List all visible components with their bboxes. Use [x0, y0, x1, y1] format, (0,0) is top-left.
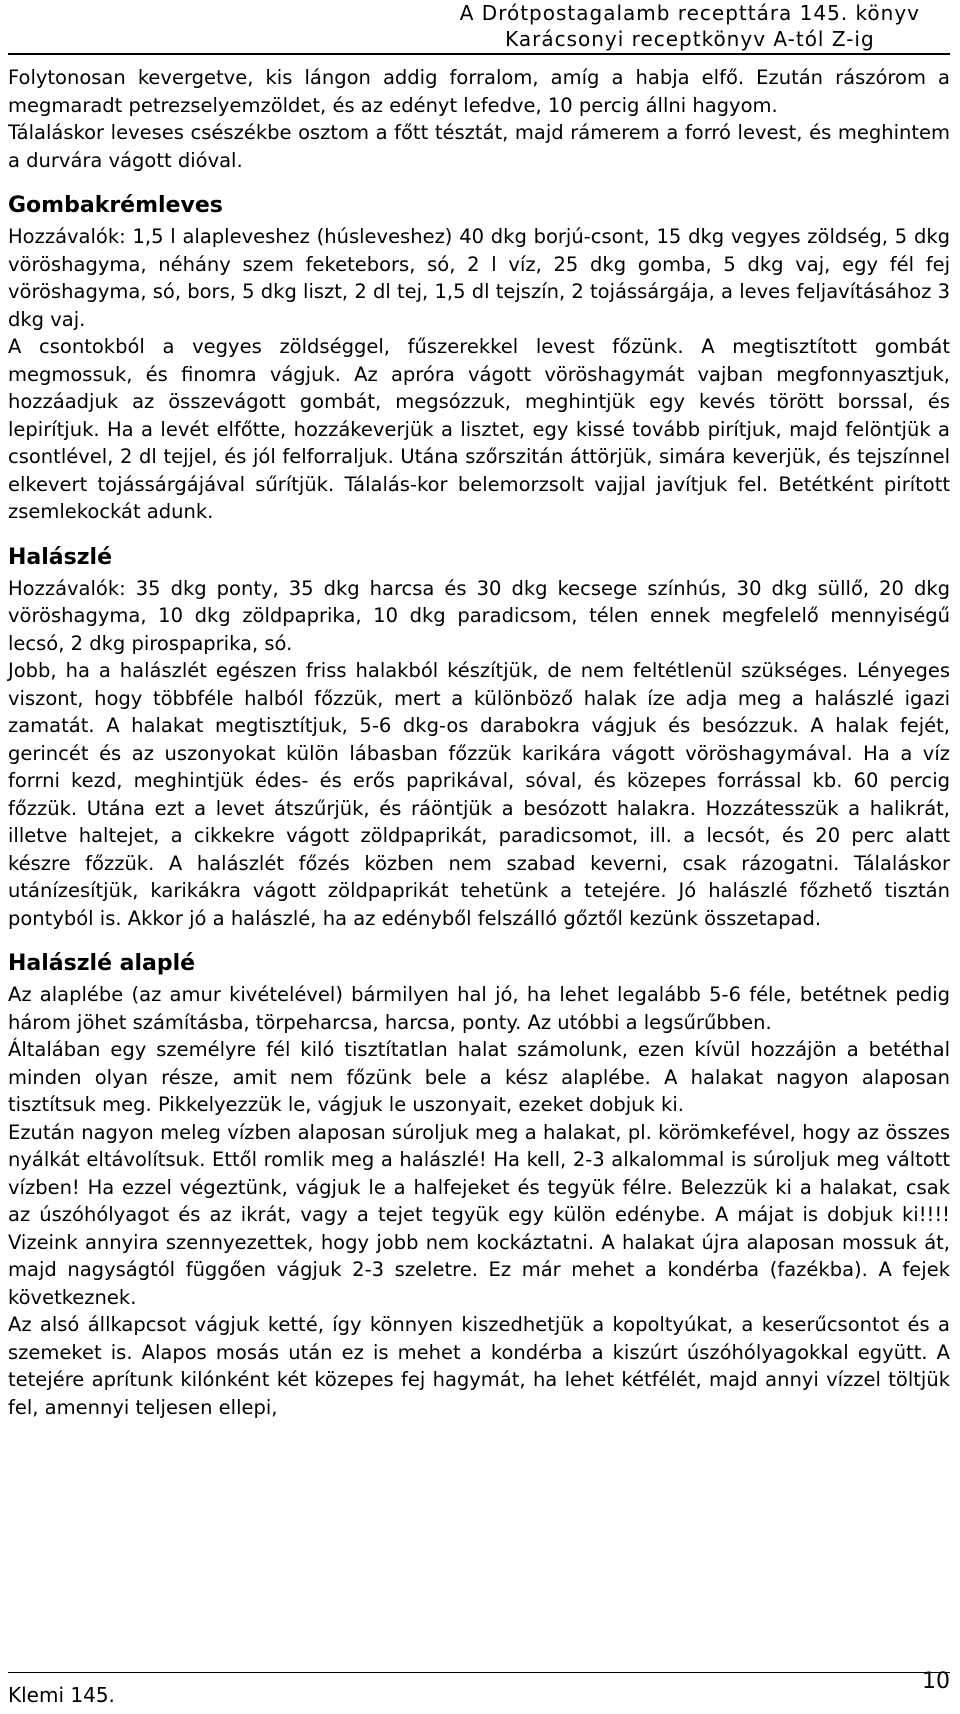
- method-paragraph: Jobb, ha a halászlét egészen friss halakból készítjük, de nem feltétlenül szükséges. Lényeges viszont, hogy többféle halból főzzük, mert a különböző halak íze adja meg a halászlé igazi zamatát. A halakat megtisztítjuk, 5-6 dkg-os darabokra vágjuk és besózzuk. A halak fejét, gerincét és az uszonyokat külön lábasban főzzük karikára vágott vöröshagymával. Ha a víz forrni kezd, meghintjük édes- és erős paprikával, sóval, és közepes forrással kb. 60 percig főzzük. Utána ezt a levet átszűrjük, és ráöntjük a besózott halakra. Hozzátesszük a halikrát, illetve haltejet, a cikkekre vágott zöldpaprikát, paradicsomot, ill. a lecsót, és 20 perc alatt készre főzzük. A halászlét főzés közben nem szabad keverni, csak rázogatni. Tálaláskor utánízesítjük, karikákra vágott zöldpaprikát tehetünk a tetejére. Jó halászlé főzhető tisztán pontyból is. Akkor jó a halászlé, ha az edényből felszálló gőztől kezünk összetapad.: [8, 659, 950, 930]
- recipe-title-gombakremleves: Gombakrémleves: [8, 193, 223, 218]
- ingredients-paragraph: Hozzávalók: 35 dkg ponty, 35 dkg harcsa és 30 dkg kecsege színhús, 30 dkg süllő, 20 dkg vöröshagyma, 10 dkg zöldpaprika, 10 dkg paradicsom, télen ennek megfelelő mennyiségű lecsó, 2 dkg pirospaprika, só.: [8, 576, 950, 655]
- method-paragraph: Ezután nagyon meleg vízben alaposan súroljuk meg a halakat, pl. körömkefével, hogy az összes nyálkát eltávolítsuk. Ettől romlik meg a halászlé! Ha kell, 2-3 alkalommal is súroljuk meg váltott vízben! Ha ezzel végeztünk, vágjuk le a halfejeket és tegyük félre. Belezzük ki a halakat, csak az úszóhólyagot és az ikrát, vagy a tejet tegyük egy külön edénybe. A májat is dobjuk ki!!!! Vizeink annyira szennyezettek, hogy jobb nem kockáztatni. A halakat újra alaposan mossuk át, majd nagyságtól függően vágjuk 2-3 szeletre. Ez már mehet a kondérba (fazékba). A fejek következnek.: [8, 1120, 950, 1309]
- footer-author: Klemi 145.: [8, 1683, 115, 1707]
- ingredients-paragraph: Hozzávalók: 1,5 l alapleveshez (húsleveshez) 40 dkg borjú-csont, 15 dkg vegyes zöldség, 5 dkg vöröshagyma, néhány szem feketebors, só, 2 l víz, 25 dkg gomba, 5 dkg vaj, egy fél fej vöröshagyma, só, bors, 5 dkg liszt, 2 dl tej, 1,5 dl tejszín, 2 tojássárgája, a leves feljavításához 3 dkg vaj.: [8, 225, 950, 331]
- page-number: 10: [922, 1669, 950, 1694]
- recipe-title-halaszle-alaple: Halászlé alaplé: [8, 951, 196, 976]
- method-paragraph: A csontokból a vegyes zöldséggel, fűszerekkel levest főzünk. A megtisztított gombát megmossuk, és finomra vágjuk. Az apróra vágott vöröshagymát vajban megfonnyasztjuk, hozzáadjuk az összevágott gombát, megsózzuk, meghintjük egy kevés törött borssal, és lepirítjuk. Ha a levét elfőtte, hozzákeverjük a lisztet, egy kissé tovább pirítjuk, majd felöntjük a csontlével, 2 dl tejjel, és jól felforraljuk. Utána szőrszitán áttörjük, simára keverjük, és tejszínnel elkevert tojássárgájával sűrítjük. Tálalás-kor belemorzsolt vajjal javítjuk fel. Betétként pirított zsemlekockát adunk.: [8, 335, 950, 523]
- recipe-title-halaszle: Halászlé: [8, 544, 113, 570]
- running-header: [460, 0, 920, 52]
- footer-rule: [8, 1672, 950, 1673]
- method-paragraph: Az alaplébe (az amur kivételével) bármilyen hal jó, ha lehet legalább 5-6 féle, betétnek pedig három jöhet számításba, törpeharcsa, harcsa, ponty. Az utóbbi a legsűrűbben.: [8, 983, 950, 1034]
- book-title: A Drótpostagalamb recepttára 145. könyv: [459, 1, 920, 25]
- body-text: [8, 64, 950, 1421]
- method-paragraph: Az alsó állkapcsot vágjuk ketté, így könnyen kiszedhetjük a kopoltyúkat, a keserűcsontot és a szemeket is. Alapos mosás után ez is mehet a kondérba a kiszúrt úszóhólyagokkal együtt. A tetejére aprítunk kilónként két közepes fej hagymát, ha lehet kétfélét, majd annyi vízzel töltjük fel, amennyi teljesen ellepi,: [8, 1313, 950, 1419]
- method-paragraph: Általában egy személyre fél kiló tisztítatlan halat számolunk, ezen kívül hozzájön a betéthal minden olyan része, amit nem főzünk bele a kész alaplébe. A halakat nagyon alaposan tisztítsuk meg. Pikkelyezzük le, vágjuk le uszonyait, ezeket dobjuk ki.: [8, 1038, 950, 1116]
- book-subtitle: Karácsonyi receptkönyv A-tól Z-ig: [505, 27, 875, 51]
- header-rule: [8, 53, 950, 55]
- intro-paragraph: Folytonosan kevergetve, kis lángon addig forralom, amíg a habja elfő. Ezután rászórom a megmaradt petrezselyemzöldet, és az edényt lefedve, 10 percig állni hagyom.: [8, 66, 950, 117]
- intro-paragraph: Tálaláskor leveses csészékbe osztom a főtt tésztát, majd rámerem a forró levest, és meghintem a durvára vágott dióval.: [8, 121, 950, 172]
- document-page: [8, 0, 950, 1714]
